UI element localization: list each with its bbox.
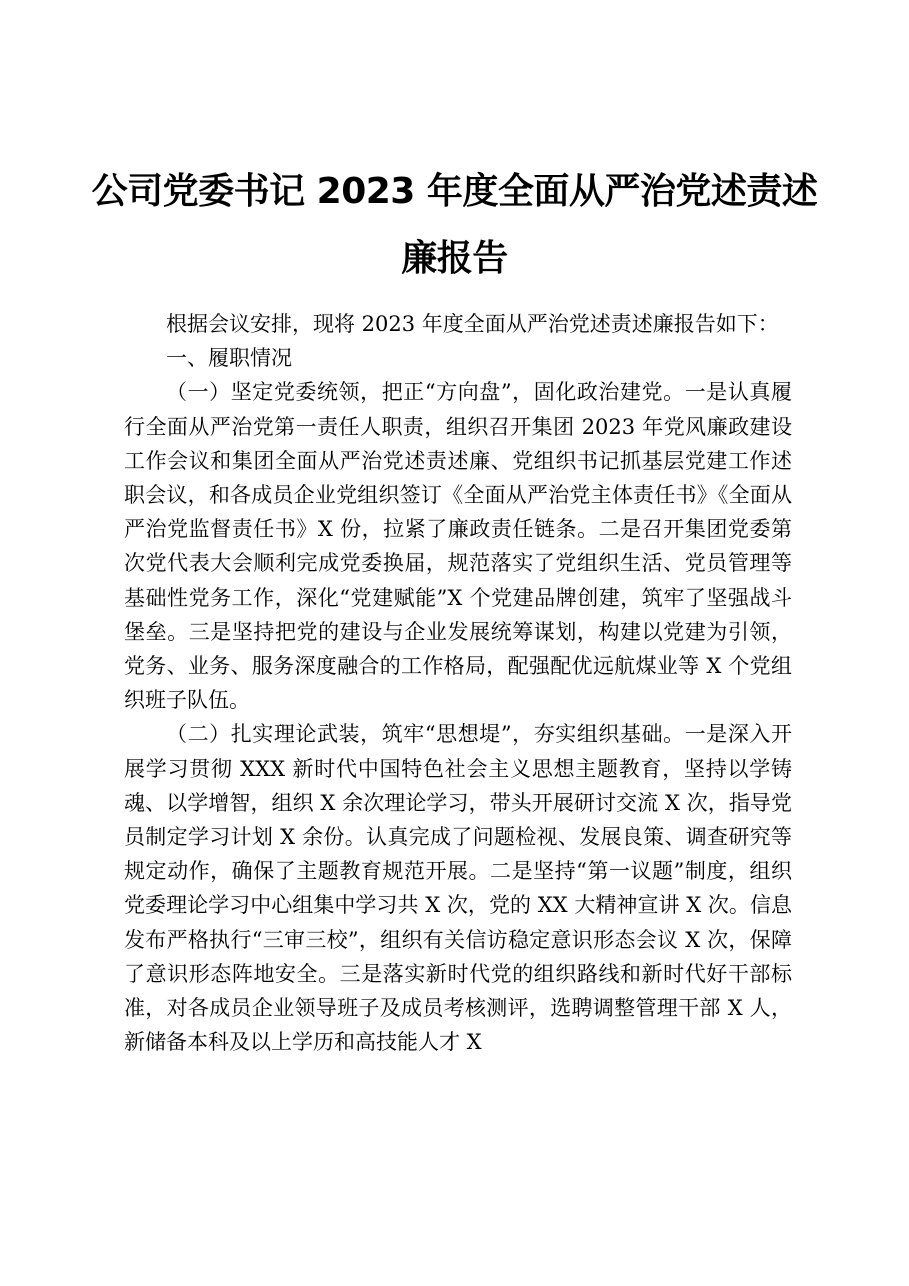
body-paragraph: （一）坚定党委统领，把正“方向盘”，固化政治建党。一是认真履行全面从严治党第一责任人职责，组织召开集团 2023 年党风廉政建设工作会议和集团全面从严治党述责述廉、党组织书记抓基层党建工作述职会议，和各成员企业党组织签订《全面从严治党主体责任书》《全面从严治党监督责任书》X 份，拉紧了廉政责任链条。二是召开集团党委第次党代表大会顺利完成党委换届，规范落实了党组织生活、党员管理等基础性党务工作，深化“党建赋能”X 个党建品牌创建，筑牢了坚强战斗堡垒。三是坚持把党的建设与企业发展统筹谋划，构建以党建为引领，党务、业务、服务深度融合的工作格局，配强配优远航煤业等 X 个党组织班子队伍。 [124,380,792,713]
section-heading: 一、履职情况 [166,346,292,371]
document-title-line-1: 公司党委书记 2023 年度全面从严治党述责述 [91,171,818,212]
document-body [124,307,792,1059]
intro-paragraph: 根据会议安排，现将 2023 年度全面从严治党述责述廉报告如下： [166,312,779,336]
body-paragraph: （二）扎实理论武装，筑牢“思想堤”，夯实组织基础。一是深入开展学习贯彻 XXX 新时代中国特色社会主义思想主题教育，坚持以学铸魂、以学增智，组织 X 余次理论学习，带头开展研讨交流 X 次，指导党员制定学习计划 X 余份。认真完成了问题检视、发展良策、调查研究等规定动作，确保了主题教育规范开展。二是坚持“第一议题”制度，组织党委理论学习中心组集中学习共 X 次，党的 XX 大精神宣讲 X 次。信息发布严格执行“三审三校”，组织有关信访稳定意识形态会议 X 次，保障了意识形态阵地安全。三是落实新时代党的组织路线和新时代好干部标准，对各成员企业领导班子及成员考核测评，选聘调整管理干部 X 人，新储备本科及以上学历和高技能人才 X [124,722,792,1055]
document-title-line-2: 廉报告 [401,238,508,279]
